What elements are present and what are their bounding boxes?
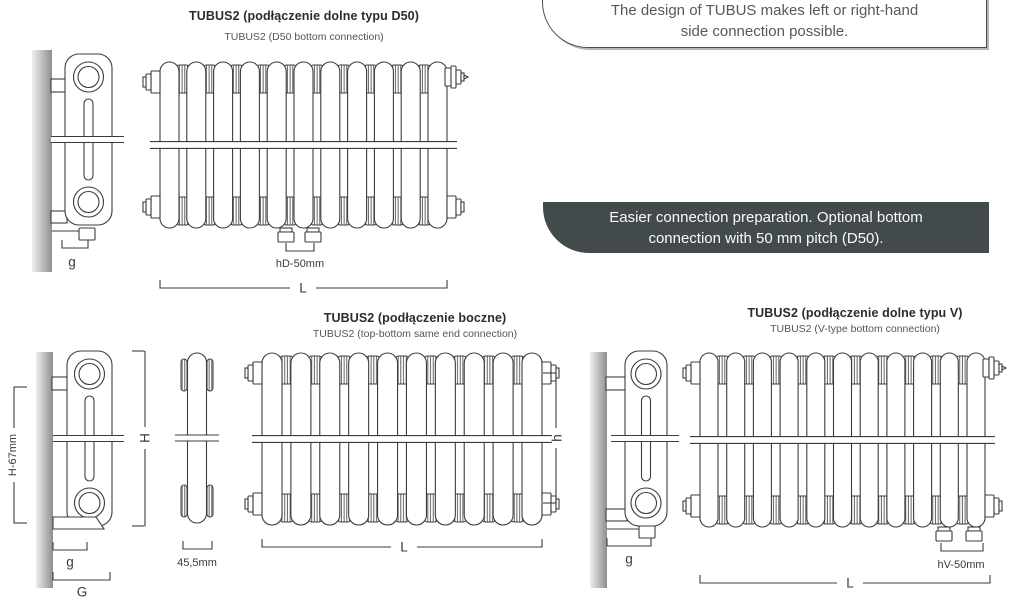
- figure1-subtitle: TUBUS2 (D50 bottom connection): [224, 31, 384, 43]
- figure2-dim-h67: H-67mm: [7, 433, 19, 477]
- callout-line2: side connection possible.: [680, 23, 849, 40]
- figure1-dim-hd50: hD-50mm: [275, 258, 325, 270]
- banner-line1: Easier connection preparation. Optional bottom: [609, 208, 923, 226]
- figure2-dim-length: L: [400, 539, 408, 555]
- figure1-dim-g: g: [68, 254, 76, 270]
- figure2-dim-g: g: [66, 554, 74, 570]
- figure2-dim-h: h: [549, 434, 565, 442]
- figure2-title: TUBUS2 (podłączenie boczne): [323, 311, 507, 325]
- figure1-title: TUBUS2 (podłączenie dolne typu D50): [189, 9, 419, 23]
- banner-d50-note: [543, 202, 989, 253]
- callout-line1: The design of TUBUS makes left or right-hand: [610, 2, 919, 19]
- figure3-dim-g: g: [625, 551, 633, 567]
- figure3-dim-hv50: hV-50mm: [937, 559, 985, 571]
- figure3-subtitle: TUBUS2 (V-type bottom connection): [770, 323, 940, 335]
- callout-side-connection-note: [542, 0, 987, 48]
- figure3-dim-length: L: [846, 575, 854, 591]
- banner-line2: connection with 50 mm pitch (D50).: [648, 229, 884, 247]
- figure3-title: TUBUS2 (podłączenie dolne typu V): [747, 306, 963, 320]
- figure2-subtitle: TUBUS2 (top-bottom same end connection): [312, 328, 518, 340]
- figure2-dim-455: 45,5mm: [177, 557, 217, 569]
- figure2-dim-H: H: [137, 433, 153, 443]
- figure2-dim-G: G: [76, 584, 88, 600]
- figure1-dim-length: L: [299, 280, 307, 296]
